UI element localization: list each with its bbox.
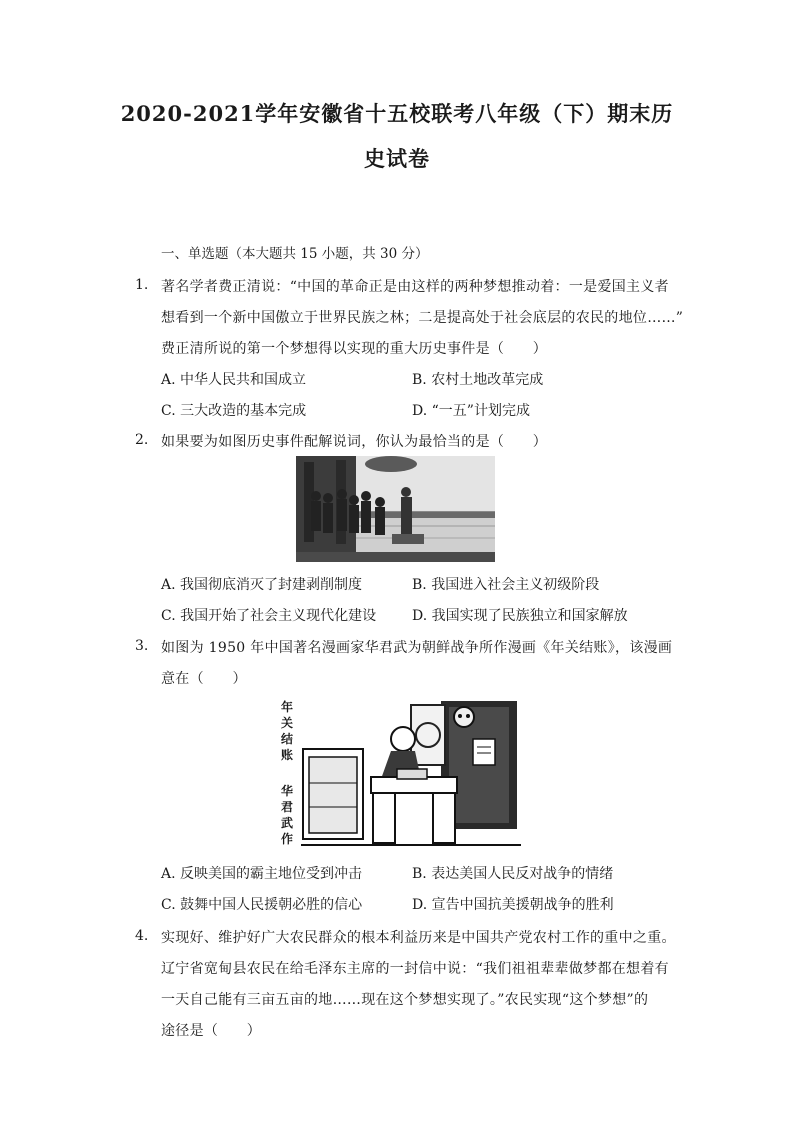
cartoon-caption-char: 武	[281, 816, 294, 830]
question-4-text-line2: 辽宁省宽甸县农民在给毛泽东主席的一封信中说：“我们祖祖辈辈做梦都在想着有	[161, 961, 669, 977]
question-3-option-c: C. 鼓舞中国人民援朝必胜的信心	[161, 897, 363, 913]
cartoon-figure	[277, 699, 521, 852]
question-2-text-line1: 如果要为如图历史事件配解说词，你认为最恰当的是（ ）	[161, 434, 548, 450]
historical-photo-figure	[296, 456, 495, 562]
paper-title-line1: 2020-2021学年安徽省十五校联考八年级（下）期末历	[120, 101, 674, 126]
question-3-text-line1: 如图为 1950 年中国著名漫画家华君武为朝鲜战争所作漫画《年关结账》，该漫画	[161, 640, 673, 656]
cartoon-caption-char: 作	[281, 832, 294, 846]
question-2-option-b: B. 我国进入社会主义初级阶段	[412, 577, 600, 593]
question-2-option-a: A. 我国彻底消灭了封建剥削制度	[161, 577, 363, 593]
cartoon-caption-title	[281, 699, 299, 763]
question-2-number: 2.	[135, 432, 149, 448]
question-4-text-line1: 实现好、维护好广大农民群众的根本利益历来是中国共产党农村工作的重中之重。	[161, 930, 676, 946]
cartoon-caption-char: 华	[281, 784, 294, 798]
cartoon-caption-author	[281, 783, 299, 847]
question-3-text-line2: 意在（ ）	[161, 671, 247, 687]
question-4-text-line4: 途径是（ ）	[161, 1023, 262, 1039]
question-2-option-d: D. 我国实现了民族独立和国家解放	[412, 608, 628, 624]
cartoon-caption-char: 年	[281, 700, 294, 714]
question-2-option-c: C. 我国开始了社会主义现代化建设	[161, 608, 377, 624]
question-3-option-b: B. 表达美国人民反对战争的情绪	[412, 866, 614, 882]
cartoon-caption-char: 账	[281, 748, 294, 762]
section-heading: 一、单选题（本大题共 15 小题，共 30 分）	[161, 246, 429, 262]
question-1-option-b: B. 农村土地改革完成	[412, 372, 544, 388]
historical-photo-image	[296, 456, 495, 562]
question-1-text-line1: 著名学者费正清说：“中国的革命正是由这样的两种梦想推动着：一是爱国主义者	[161, 279, 669, 295]
question-3-number: 3.	[135, 638, 149, 654]
question-3-option-d: D. 宣告中国抗美援朝战争的胜利	[412, 897, 614, 913]
question-3-option-a: A. 反映美国的霸主地位受到冲击	[161, 866, 363, 882]
question-1-text-line2: 想看到一个新中国傲立于世界民族之林；二是提高处于社会底层的农民的地位……”	[161, 310, 684, 326]
cartoon-caption-char: 结	[281, 732, 294, 746]
cartoon-caption-char: 君	[281, 800, 294, 814]
question-1-option-d: D. “一五”计划完成	[412, 403, 530, 419]
question-4-number: 4.	[135, 928, 149, 944]
question-1-option-c: C. 三大改造的基本完成	[161, 403, 307, 419]
question-1-number: 1.	[135, 277, 149, 293]
cartoon-drawing	[301, 699, 521, 852]
paper-title-line2: 史试卷	[364, 146, 430, 171]
question-1-option-a: A. 中华人民共和国成立	[161, 372, 307, 388]
question-1-text-line3: 费正清所说的第一个梦想得以实现的重大历史事件是（ ）	[161, 341, 548, 357]
question-4-text-line3: 一天自己能有三亩五亩的地……现在这个梦想实现了。”农民实现“这个梦想”的	[161, 992, 649, 1008]
cartoon-caption-char: 关	[281, 716, 294, 730]
